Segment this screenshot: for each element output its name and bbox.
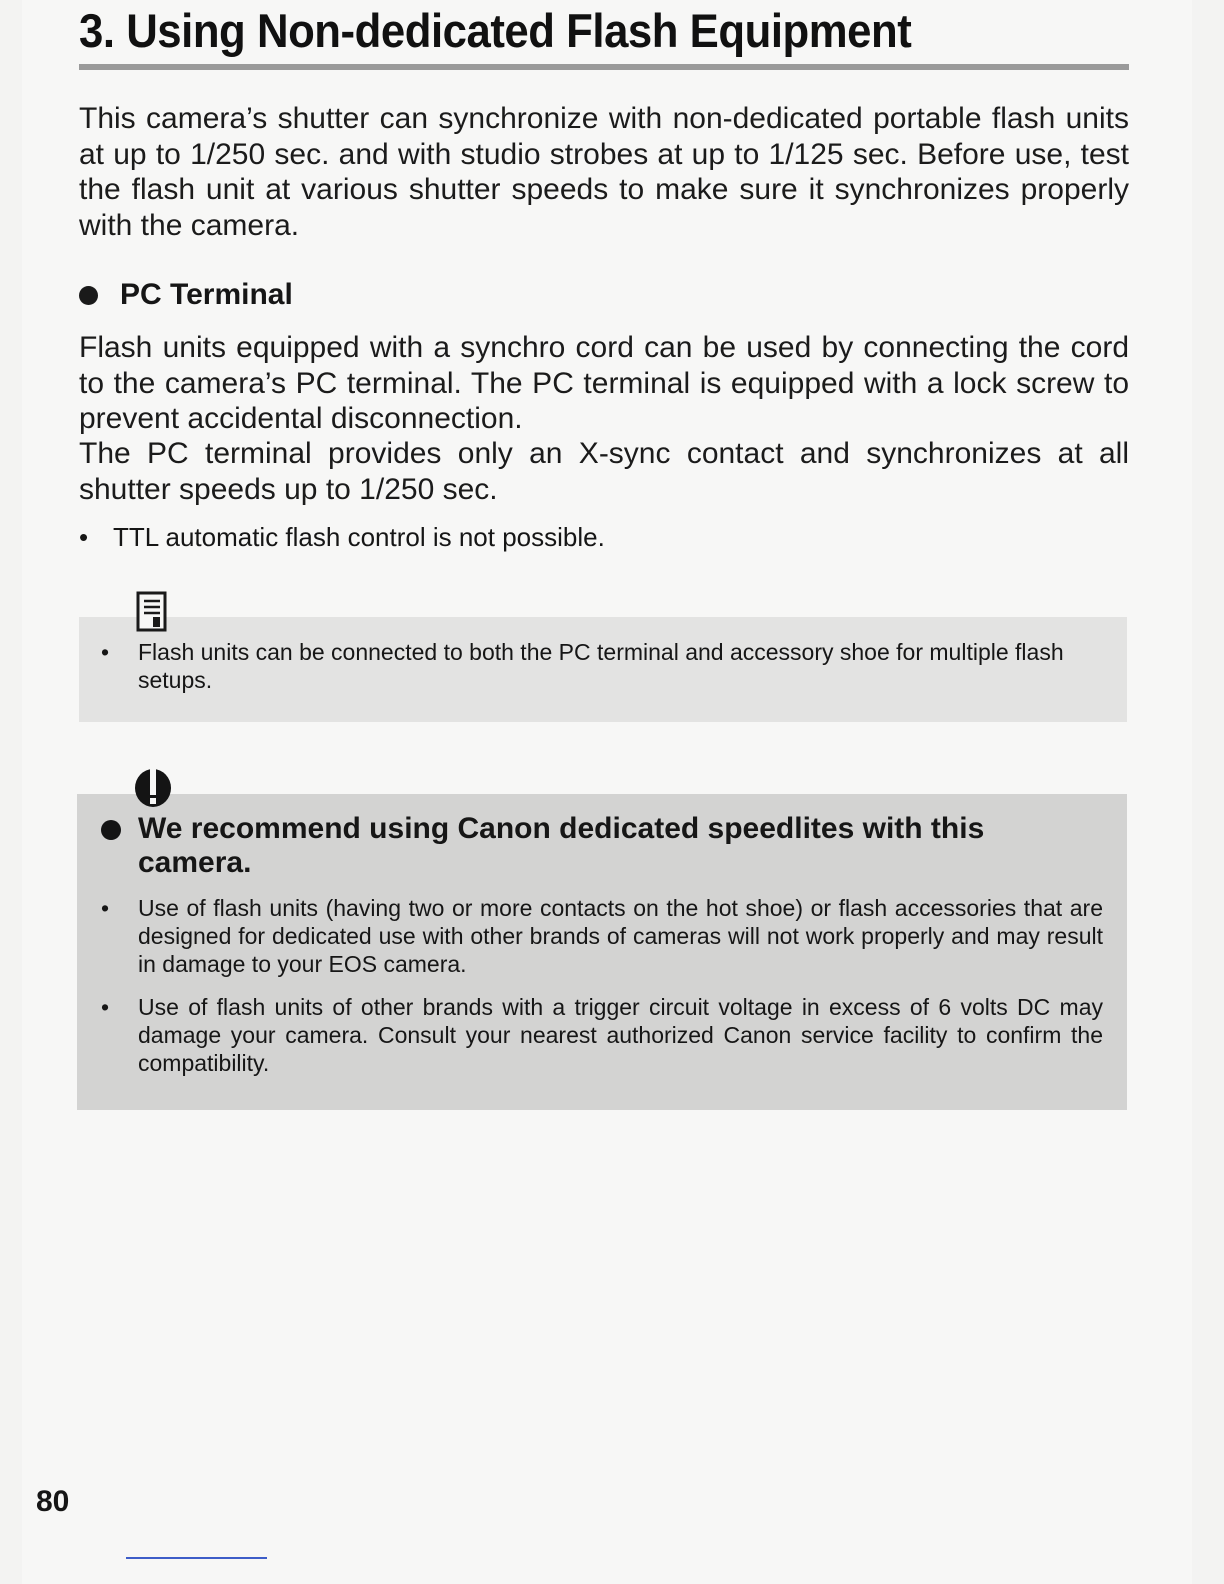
ttl-bullet xyxy=(79,520,605,554)
note-text xyxy=(101,638,1103,694)
pc-terminal-heading xyxy=(79,276,293,314)
ttl-bullet-text: TTL automatic flash control is not possible. xyxy=(113,522,605,552)
bullet-mark: • xyxy=(101,895,110,921)
page-title: 3. Using Non-dedicated Flash Equipment xyxy=(79,4,912,57)
caution-heading-text: We recommend using Canon dedicated speedlites with this camera. xyxy=(138,812,985,879)
caution-item-text: Use of flash units (having two or more contacts on the hot shoe) or flash accessories that are designed for dedicated use with other brands of cameras will not work properly and may result in damage to your EOS camera. xyxy=(138,895,1103,977)
bullet-mark: • xyxy=(79,522,89,552)
caution-item xyxy=(101,894,1103,978)
note-text-body: Flash units can be connected to both the PC terminal and accessory shoe for multiple flash setups. xyxy=(138,639,1064,693)
page-number: 80 xyxy=(36,1485,70,1518)
pc-terminal-paragraph-2: The PC terminal provides only an X-sync contact and synchronizes at all shutter speeds up to 1/250 sec. xyxy=(79,437,1129,506)
caution-heading xyxy=(101,812,1103,880)
caution-item xyxy=(101,993,1103,1077)
caution-item-text: Use of flash units of other brands with a trigger circuit voltage in excess of 6 volts DC may damage your camera. Consult your nearest authorized Canon service facility to confirm the compatibility. xyxy=(138,994,1103,1076)
intro-paragraph: This camera’s shutter can synchronize with non-dedicated portable flash units at up to 1/250 sec. and with studio strobes at up to 1/125 sec. Before use, test the flash unit at various shutter speeds to make sure it synchronizes properly with the camera. xyxy=(79,102,1129,242)
pc-terminal-paragraph-1: Flash units equipped with a synchro cord can be used by connecting the cord to the camera’s PC terminal. The PC terminal is equipped with a lock screw to prevent accidental disconnection. xyxy=(79,331,1129,435)
heading-bullet-icon xyxy=(79,286,98,305)
title-underline xyxy=(79,64,1129,70)
bullet-mark: • xyxy=(101,994,110,1020)
caution-icon xyxy=(132,765,174,809)
bullet-mark: • xyxy=(101,639,110,665)
bottom-link-underline xyxy=(126,1557,267,1559)
memo-icon xyxy=(136,591,169,633)
pc-terminal-heading-text: PC Terminal xyxy=(120,278,293,311)
heading-bullet-icon xyxy=(101,820,121,840)
